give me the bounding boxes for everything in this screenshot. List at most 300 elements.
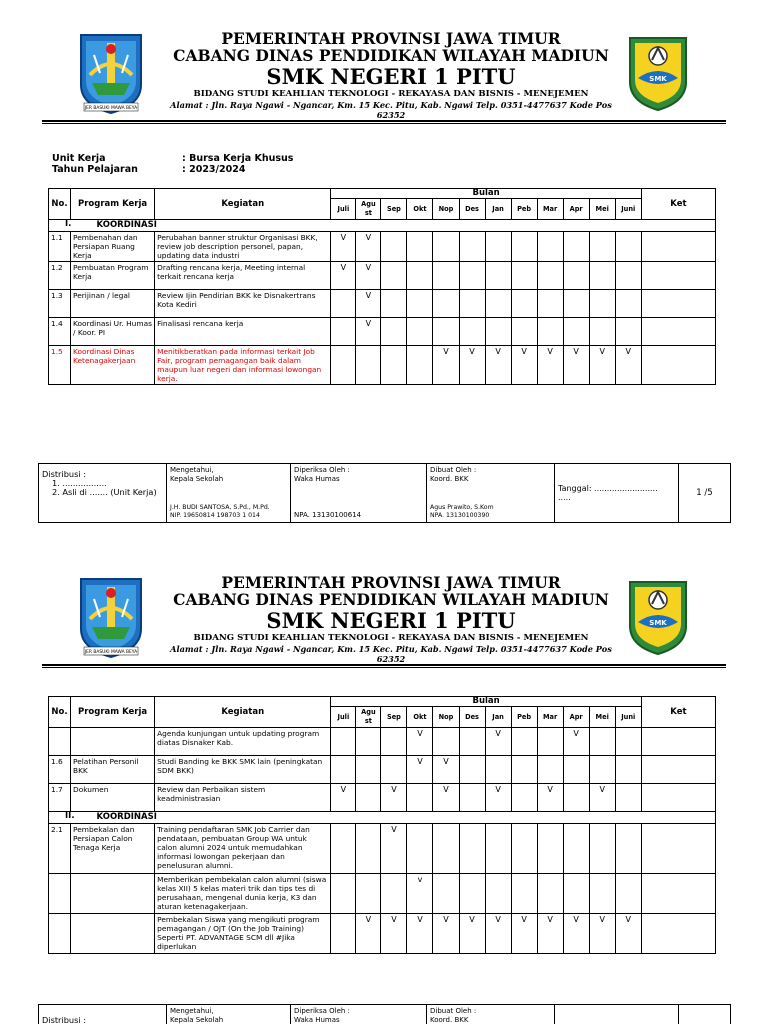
month-mark bbox=[511, 290, 537, 318]
month-mark bbox=[331, 346, 356, 385]
section-title: KOORDINASI bbox=[71, 812, 716, 824]
month-mark bbox=[615, 824, 641, 874]
table-row bbox=[49, 318, 716, 346]
month-mark bbox=[563, 784, 589, 812]
month-mark bbox=[589, 262, 615, 290]
month-mark bbox=[537, 728, 563, 756]
principal-name: J.H. BUDI SANTOSA, S.Pd., M.Pd. bbox=[170, 504, 270, 511]
month-mark bbox=[407, 318, 433, 346]
month-mark bbox=[433, 728, 459, 756]
month-mark bbox=[589, 756, 615, 784]
review-role: Waka Humas bbox=[294, 1016, 340, 1024]
row-program: Pelatihan Personil BKK bbox=[71, 756, 155, 784]
month-mark: V bbox=[589, 914, 615, 954]
row-ket bbox=[641, 346, 715, 385]
month-mark bbox=[485, 318, 511, 346]
review-cell bbox=[291, 1005, 427, 1024]
letterhead-line-1: PEMERINTAH PROVINSI JAWA TIMUR bbox=[221, 573, 561, 592]
row-kegiatan: Perubahan banner struktur Organisasi BKK, review job description personel, papan, updating data industri bbox=[155, 232, 331, 262]
month-mark: V bbox=[615, 914, 641, 954]
section-row bbox=[49, 220, 716, 232]
author-cell bbox=[427, 464, 555, 523]
row-ket bbox=[641, 784, 715, 812]
month-header: Juli bbox=[331, 707, 356, 728]
letterhead-divider bbox=[42, 120, 726, 124]
author-cell bbox=[427, 1005, 555, 1024]
section-row bbox=[49, 812, 716, 824]
letterhead-line-4: BIDANG STUDI KEAHLIAN TEKNOLOGI - REKAYASA DAN BISNIS - MENEJEMEN bbox=[193, 89, 589, 99]
month-mark bbox=[331, 824, 356, 874]
row-kegiatan: Review Ijin Pendirian BKK ke Disnakertrans Kota Kediri bbox=[155, 290, 331, 318]
month-mark bbox=[537, 318, 563, 346]
month-mark bbox=[407, 262, 433, 290]
month-mark: V bbox=[459, 914, 485, 954]
month-header: Peb bbox=[511, 199, 537, 220]
letterhead-line-1: PEMERINTAH PROVINSI JAWA TIMUR bbox=[221, 29, 561, 48]
row-ket bbox=[641, 874, 715, 914]
row-ket bbox=[641, 914, 715, 954]
distribution-cell bbox=[39, 1005, 167, 1024]
month-mark: V bbox=[433, 346, 459, 385]
month-mark bbox=[563, 824, 589, 874]
month-mark bbox=[433, 262, 459, 290]
month-mark: V bbox=[356, 290, 381, 318]
month-mark bbox=[615, 262, 641, 290]
month-mark: V bbox=[331, 232, 356, 262]
row-ket bbox=[641, 232, 715, 262]
provinsi-emblem-icon bbox=[76, 577, 146, 659]
month-header: Mar bbox=[537, 199, 563, 220]
month-mark: V bbox=[537, 914, 563, 954]
month-mark bbox=[459, 262, 485, 290]
month-mark bbox=[563, 874, 589, 914]
principal-nip: NIP. 19650814 198703 1 014 bbox=[170, 512, 260, 519]
header-row bbox=[49, 697, 716, 707]
approval-role: Kepala Sekolah bbox=[170, 1016, 224, 1024]
year-label: Tahun Pelajaran bbox=[52, 164, 138, 175]
distribution-cell bbox=[39, 464, 167, 523]
month-mark: V bbox=[485, 728, 511, 756]
month-header: Jan bbox=[485, 707, 511, 728]
month-mark bbox=[563, 262, 589, 290]
school-emblem-icon bbox=[626, 578, 690, 656]
row-program: Koordinasi Dinas Ketenagakerjaan bbox=[71, 346, 155, 385]
col-no-header: No. bbox=[49, 189, 71, 220]
month-mark: V bbox=[407, 914, 433, 954]
col-program-header: Program Kerja bbox=[71, 697, 155, 728]
month-mark bbox=[459, 784, 485, 812]
month-mark bbox=[537, 290, 563, 318]
month-mark bbox=[485, 874, 511, 914]
unit-label: Unit Kerja bbox=[52, 153, 106, 164]
month-mark bbox=[356, 784, 381, 812]
table-row bbox=[49, 824, 716, 874]
row-kegiatan: Drafting rencana kerja, Meeting internal terkait rencana kerja bbox=[155, 262, 331, 290]
month-mark: V bbox=[537, 346, 563, 385]
month-mark bbox=[459, 756, 485, 784]
row-kegiatan: Agenda kunjungan untuk updating program diatas Disnaker Kab. bbox=[155, 728, 331, 756]
row-number bbox=[49, 728, 71, 756]
year-value: : 2023/2024 bbox=[182, 164, 246, 175]
month-mark bbox=[511, 784, 537, 812]
month-mark: V bbox=[433, 914, 459, 954]
date-label: Tanggal: ......................... bbox=[558, 484, 658, 493]
month-mark: V bbox=[381, 784, 407, 812]
month-mark bbox=[459, 318, 485, 346]
month-header: Mei bbox=[589, 707, 615, 728]
table-row bbox=[49, 914, 716, 954]
row-number: 1.1 bbox=[49, 232, 71, 262]
month-mark: V bbox=[563, 914, 589, 954]
month-mark bbox=[356, 346, 381, 385]
page-2 bbox=[0, 562, 768, 1024]
month-header: Agu st bbox=[356, 199, 381, 220]
row-program: Dokumen bbox=[71, 784, 155, 812]
letterhead-text bbox=[162, 572, 620, 664]
month-header: Nop bbox=[433, 707, 459, 728]
month-mark bbox=[356, 728, 381, 756]
page-number: 1 /5 bbox=[679, 464, 731, 523]
section-number: II. bbox=[49, 812, 71, 824]
section-title: KOORDINASI bbox=[71, 220, 716, 232]
letterhead bbox=[42, 572, 726, 666]
row-kegiatan: Studi Banding ke BKK SMK lain (peningkatan SDM BKK) bbox=[155, 756, 331, 784]
month-mark bbox=[615, 874, 641, 914]
month-header: Okt bbox=[407, 199, 433, 220]
col-kegiatan-header: Kegiatan bbox=[155, 189, 331, 220]
author-role: Koord. BKK bbox=[430, 1016, 469, 1024]
row-kegiatan: Training pendaftaran SMK Job Carrier dan pendataan, pembuatan Group WA untuk calon alumni 2024 untuk memudahkan informasi lowongan pekerjaan dan penelusuran alumni. bbox=[155, 824, 331, 874]
school-name: SMK NEGERI 1 PITU bbox=[266, 608, 516, 633]
author-role: Koord. BKK bbox=[430, 475, 469, 483]
row-ket bbox=[641, 262, 715, 290]
month-header: Peb bbox=[511, 707, 537, 728]
table-row bbox=[49, 290, 716, 318]
table-row bbox=[49, 262, 716, 290]
row-program: Koordinasi Ur. Humas / Koor. PI bbox=[71, 318, 155, 346]
month-mark bbox=[433, 290, 459, 318]
month-header: Juli bbox=[331, 199, 356, 220]
month-mark bbox=[511, 262, 537, 290]
month-mark bbox=[589, 728, 615, 756]
month-header: Juni bbox=[615, 199, 641, 220]
month-mark bbox=[511, 824, 537, 874]
month-mark: V bbox=[615, 346, 641, 385]
month-group-header: Bulan bbox=[331, 697, 641, 707]
month-header: Des bbox=[459, 707, 485, 728]
month-group-header: Bulan bbox=[331, 189, 641, 199]
program-table bbox=[48, 696, 716, 954]
month-mark bbox=[537, 824, 563, 874]
table-row bbox=[49, 232, 716, 262]
month-mark bbox=[537, 262, 563, 290]
month-mark: V bbox=[356, 914, 381, 954]
month-mark bbox=[356, 874, 381, 914]
row-program bbox=[71, 914, 155, 954]
month-mark bbox=[537, 756, 563, 784]
month-mark bbox=[563, 756, 589, 784]
month-mark: V bbox=[485, 784, 511, 812]
month-mark bbox=[356, 824, 381, 874]
month-mark bbox=[485, 824, 511, 874]
row-kegiatan: Memberikan pembekalan calon alumni (siswa kelas XII) 5 kelas materi trik dan tips tes di perusahaan, mengenal dunia kerja, K3 dan aturan ketenagakerjaan. bbox=[155, 874, 331, 914]
school-emblem-icon bbox=[626, 34, 690, 112]
row-ket bbox=[641, 728, 715, 756]
approval-cell bbox=[167, 464, 291, 523]
month-mark bbox=[615, 318, 641, 346]
header-row bbox=[49, 189, 716, 199]
row-number: 1.3 bbox=[49, 290, 71, 318]
month-mark bbox=[537, 874, 563, 914]
distribution-item-2: 2. Asli di ....... (Unit Kerja) bbox=[52, 487, 157, 497]
date-cell bbox=[555, 464, 679, 523]
month-header: Mei bbox=[589, 199, 615, 220]
month-header: Apr bbox=[563, 199, 589, 220]
month-mark bbox=[615, 232, 641, 262]
provinsi-emblem-icon bbox=[76, 33, 146, 115]
row-kegiatan: Pembekalan Siswa yang mengikuti program pemagangan / OJT (On the Job Training) Seperti PT. ADVANTAGE SCM dll #Jika diperlukan bbox=[155, 914, 331, 954]
date-dots: ..... bbox=[558, 493, 571, 502]
school-emblem-label: SMK bbox=[649, 75, 667, 83]
month-mark: V bbox=[485, 914, 511, 954]
month-mark bbox=[511, 874, 537, 914]
letterhead-line-4: BIDANG STUDI KEAHLIAN TEKNOLOGI - REKAYASA DAN BISNIS - MENEJEMEN bbox=[193, 633, 589, 643]
row-number: 1.4 bbox=[49, 318, 71, 346]
month-header: Mar bbox=[537, 707, 563, 728]
month-mark: V bbox=[433, 756, 459, 784]
table-row bbox=[49, 874, 716, 914]
month-mark bbox=[407, 346, 433, 385]
month-header: Okt bbox=[407, 707, 433, 728]
month-mark bbox=[331, 290, 356, 318]
month-mark bbox=[459, 824, 485, 874]
month-mark bbox=[459, 728, 485, 756]
distribution-label: Distribusi : bbox=[42, 469, 86, 479]
month-mark bbox=[433, 318, 459, 346]
col-ket-header: Ket bbox=[641, 697, 715, 728]
month-mark bbox=[615, 728, 641, 756]
month-mark bbox=[615, 784, 641, 812]
month-header: Jan bbox=[485, 199, 511, 220]
month-mark bbox=[459, 232, 485, 262]
row-kegiatan: Review dan Perbaikan sistem keadministrasian bbox=[155, 784, 331, 812]
month-mark bbox=[407, 784, 433, 812]
month-mark bbox=[589, 824, 615, 874]
table-row bbox=[49, 784, 716, 812]
month-mark: V bbox=[331, 784, 356, 812]
row-ket bbox=[641, 824, 715, 874]
approval-label: Mengetahui, bbox=[170, 466, 214, 474]
coordinator-name: Agus Prawito, S.Kom bbox=[430, 504, 494, 511]
row-ket bbox=[641, 756, 715, 784]
author-label: Dibuat Oleh : bbox=[430, 1007, 477, 1015]
waka-npa: NPA. 13130100614 bbox=[294, 511, 362, 519]
month-mark: V bbox=[381, 824, 407, 874]
month-mark: V bbox=[485, 346, 511, 385]
month-mark: V bbox=[589, 784, 615, 812]
signature-block bbox=[38, 463, 731, 523]
month-mark bbox=[511, 318, 537, 346]
row-kegiatan: Menitikberatkan pada informasi terkait Job Fair, program pemagangan baik dalam maupun luar negeri dan informasi lowongan kerja. bbox=[155, 346, 331, 385]
month-mark bbox=[331, 318, 356, 346]
month-mark bbox=[407, 232, 433, 262]
month-header: Sep bbox=[381, 199, 407, 220]
col-program-header: Program Kerja bbox=[71, 189, 155, 220]
col-ket-header: Ket bbox=[641, 189, 715, 220]
distribution-label: Distribusi : bbox=[42, 1015, 86, 1024]
month-mark: V bbox=[459, 346, 485, 385]
row-number: 2.1 bbox=[49, 824, 71, 874]
month-header: Apr bbox=[563, 707, 589, 728]
month-mark bbox=[589, 232, 615, 262]
provinsi-emblem-motto: JER BASUKI MAWA BEYA bbox=[84, 650, 138, 655]
month-mark: V bbox=[563, 728, 589, 756]
month-mark bbox=[433, 232, 459, 262]
row-number: 1.2 bbox=[49, 262, 71, 290]
row-program: Pembekalan dan Persiapan Calon Tenaga Kerja bbox=[71, 824, 155, 874]
month-mark bbox=[433, 824, 459, 874]
letterhead bbox=[42, 28, 726, 122]
month-mark bbox=[381, 290, 407, 318]
page-number-cell bbox=[679, 1005, 731, 1024]
month-mark bbox=[381, 756, 407, 784]
unit-value: : Bursa Kerja Khusus bbox=[182, 153, 294, 164]
month-mark bbox=[537, 232, 563, 262]
month-mark bbox=[589, 318, 615, 346]
month-mark bbox=[485, 262, 511, 290]
month-mark bbox=[485, 756, 511, 784]
month-mark bbox=[563, 318, 589, 346]
month-mark: v bbox=[407, 874, 433, 914]
approval-cell bbox=[167, 1005, 291, 1024]
month-mark: V bbox=[563, 346, 589, 385]
month-mark: V bbox=[537, 784, 563, 812]
table-row bbox=[49, 728, 716, 756]
month-mark bbox=[511, 756, 537, 784]
month-header: Des bbox=[459, 199, 485, 220]
provinsi-emblem-motto: JER BASUKI MAWA BEYA bbox=[84, 106, 138, 111]
month-mark bbox=[615, 756, 641, 784]
table-row bbox=[49, 756, 716, 784]
row-number: 1.5 bbox=[49, 346, 71, 385]
month-mark: V bbox=[331, 262, 356, 290]
month-mark bbox=[511, 728, 537, 756]
month-mark bbox=[589, 874, 615, 914]
month-mark bbox=[615, 290, 641, 318]
col-no-header: No. bbox=[49, 697, 71, 728]
review-cell bbox=[291, 464, 427, 523]
row-number: 1.7 bbox=[49, 784, 71, 812]
month-mark bbox=[407, 290, 433, 318]
review-role: Waka Humas bbox=[294, 475, 340, 483]
letterhead-line-2: CABANG DINAS PENDIDIKAN WILAYAH MADIUN bbox=[173, 46, 609, 65]
table-row bbox=[49, 346, 716, 385]
school-address: Alamat : Jln. Raya Ngawi - Ngancar, Km. 15 Kec. Pitu, Kab. Ngawi Telp. 0351-4477637 Kode Pos 62352 bbox=[170, 100, 612, 120]
distribution-item-1: 1. ................. bbox=[52, 478, 107, 488]
letterhead-line-2: CABANG DINAS PENDIDIKAN WILAYAH MADIUN bbox=[173, 590, 609, 609]
month-mark bbox=[381, 728, 407, 756]
school-address: Alamat : Jln. Raya Ngawi - Ngancar, Km. 15 Kec. Pitu, Kab. Ngawi Telp. 0351-4477637 Kode Pos 62352 bbox=[170, 644, 612, 664]
month-mark: V bbox=[356, 232, 381, 262]
month-header: Juni bbox=[615, 707, 641, 728]
month-mark: V bbox=[407, 756, 433, 784]
letterhead-divider bbox=[42, 664, 726, 668]
school-emblem-label: SMK bbox=[649, 619, 667, 627]
coordinator-npa: NPA. 13130100390 bbox=[430, 512, 490, 519]
row-number bbox=[49, 874, 71, 914]
month-mark bbox=[511, 232, 537, 262]
row-number bbox=[49, 914, 71, 954]
month-mark bbox=[407, 824, 433, 874]
month-mark: V bbox=[381, 914, 407, 954]
date-cell bbox=[555, 1005, 679, 1024]
month-mark bbox=[381, 232, 407, 262]
row-program bbox=[71, 728, 155, 756]
signature-block bbox=[38, 1004, 731, 1024]
row-ket bbox=[641, 318, 715, 346]
month-mark bbox=[381, 318, 407, 346]
month-mark: V bbox=[356, 262, 381, 290]
table-header bbox=[49, 189, 716, 220]
month-mark bbox=[459, 290, 485, 318]
month-mark bbox=[485, 232, 511, 262]
letterhead-text bbox=[162, 28, 620, 120]
row-kegiatan: Finalisasi rencana kerja bbox=[155, 318, 331, 346]
school-name: SMK NEGERI 1 PITU bbox=[266, 64, 516, 89]
month-mark: V bbox=[407, 728, 433, 756]
author-label: Dibuat Oleh : bbox=[430, 466, 477, 474]
month-mark bbox=[331, 914, 356, 954]
approval-label: Mengetahui, bbox=[170, 1007, 214, 1015]
month-mark: V bbox=[433, 784, 459, 812]
month-mark bbox=[381, 346, 407, 385]
month-mark bbox=[381, 262, 407, 290]
month-header: Agu st bbox=[356, 707, 381, 728]
month-mark bbox=[563, 290, 589, 318]
month-header: Sep bbox=[381, 707, 407, 728]
month-mark bbox=[485, 290, 511, 318]
row-ket bbox=[641, 290, 715, 318]
month-mark: V bbox=[511, 914, 537, 954]
month-mark bbox=[563, 232, 589, 262]
month-mark bbox=[356, 756, 381, 784]
month-mark bbox=[381, 874, 407, 914]
month-mark bbox=[433, 874, 459, 914]
month-mark: V bbox=[511, 346, 537, 385]
month-mark: V bbox=[356, 318, 381, 346]
month-mark bbox=[459, 874, 485, 914]
month-mark bbox=[331, 728, 356, 756]
review-label: Diperiksa Oleh : bbox=[294, 466, 350, 474]
row-program bbox=[71, 874, 155, 914]
month-mark bbox=[331, 756, 356, 784]
review-label: Diperiksa Oleh : bbox=[294, 1007, 350, 1015]
section-number: I. bbox=[49, 220, 71, 232]
month-header: Nop bbox=[433, 199, 459, 220]
row-program: Pembenahan dan Persiapan Ruang Kerja bbox=[71, 232, 155, 262]
month-mark bbox=[331, 874, 356, 914]
program-table bbox=[48, 188, 716, 385]
col-kegiatan-header: Kegiatan bbox=[155, 697, 331, 728]
row-program: Perijinan / legal bbox=[71, 290, 155, 318]
row-number: 1.6 bbox=[49, 756, 71, 784]
row-program: Pembuatan Program Kerja bbox=[71, 262, 155, 290]
document-meta bbox=[52, 153, 293, 175]
approval-role: Kepala Sekolah bbox=[170, 475, 224, 483]
month-mark: V bbox=[589, 346, 615, 385]
table-header bbox=[49, 697, 716, 728]
month-mark bbox=[589, 290, 615, 318]
